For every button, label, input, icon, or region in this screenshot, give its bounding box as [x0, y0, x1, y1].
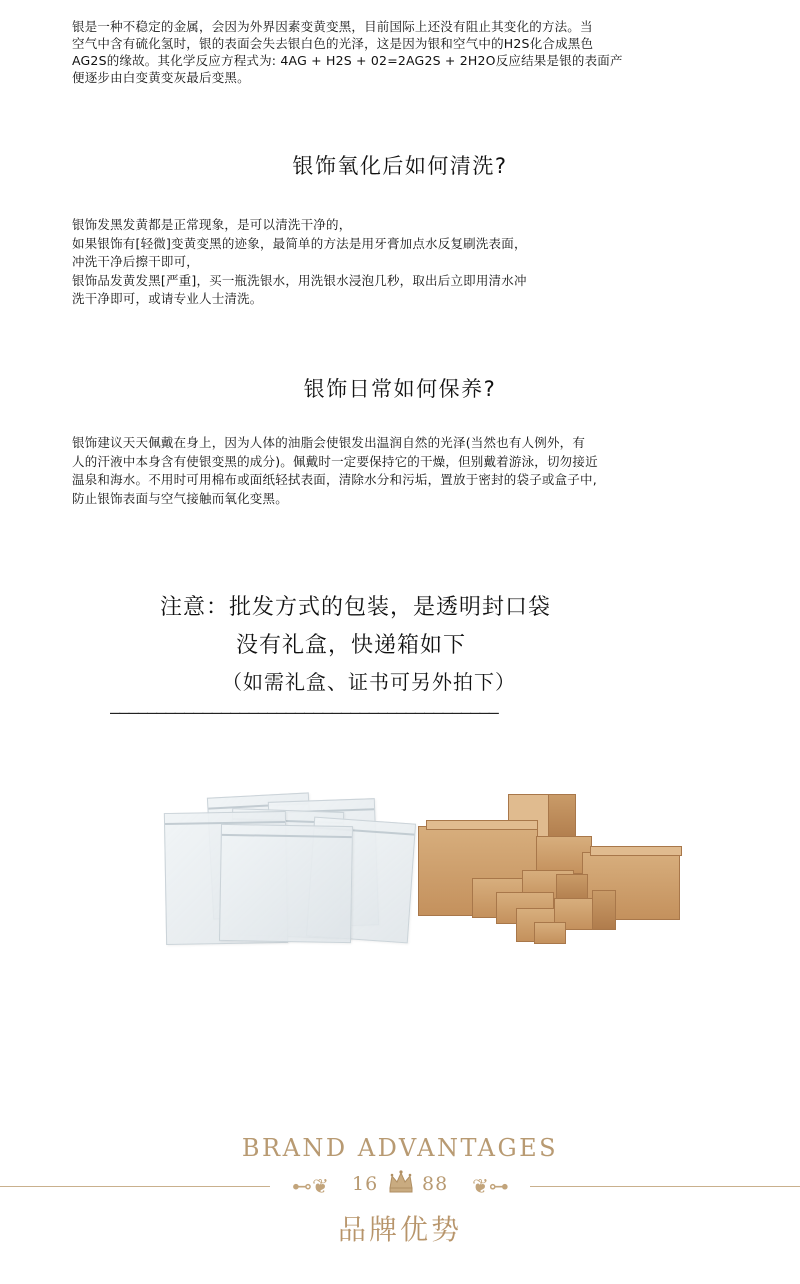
brand-number-right: 88: [422, 1173, 449, 1195]
box: [548, 794, 576, 842]
intro-line: 空气中含有硫化氢时，银的表面会失去银白色的光泽，这是因为银和空气中的H2S化合成黑色: [72, 36, 594, 51]
flourish-right-icon: ❦⊶: [472, 1174, 509, 1198]
box: [590, 846, 682, 856]
box: [426, 820, 538, 830]
care-line: 人的汗液中本身含有使银变黑的成分)。佩戴时一定要保持它的干燥，但别戴着游泳，切勿接近: [72, 453, 598, 469]
intro-line: 便逐步由白变黄变灰最后变黑。: [72, 70, 250, 85]
care-heading: 银饰日常如何保养?: [303, 377, 497, 401]
cardboard-boxes-image: [416, 790, 686, 945]
clear-bags-image: [160, 790, 420, 950]
intro-line: 银是一种不稳定的金属，会因为外界因素变黄变黑，目前国际上还没有阻止其变化的方法。当: [72, 19, 593, 34]
bag: [219, 824, 353, 943]
clean-paragraph: [72, 216, 722, 309]
clean-line: 银饰品发黄发黑[严重]，买一瓶洗银水，用洗银水浸泡几秒，取出后立即用清水冲: [72, 272, 527, 288]
crown-icon: [386, 1166, 416, 1196]
notice-line-2: 没有礼盒，快递箱如下: [236, 633, 467, 658]
care-paragraph: [72, 434, 722, 508]
care-line: 防止银饰表面与空气接触而氧化变黑。: [72, 490, 288, 506]
clean-line: 洗干净即可，或请专业人士清洗。: [72, 291, 263, 306]
care-line: 温泉和海水。不用时可用棉布或面纸轻拭表面，清除水分和污垢，置放于密封的袋子或盒子中,: [72, 472, 597, 487]
box: [534, 922, 566, 944]
care-line: 银饰建议天天佩戴在身上，因为人体的油脂会使银发出温润自然的光泽(当然也有人例外，有: [72, 435, 586, 450]
dashed-divider: ——————————————————————————————————————————: [110, 706, 498, 720]
brand-number-left: 16: [352, 1173, 379, 1195]
brand-title-en: BRAND ADVANTAGES: [241, 1134, 559, 1162]
box: [592, 890, 616, 930]
flourish-left-icon: ⊷❦: [292, 1174, 329, 1198]
clean-line: 如果银饰有[轻微]变黄变黑的迹象，最简单的方法是用牙膏加点水反复刷洗表面，: [72, 235, 527, 251]
divider-line-right: [530, 1186, 800, 1187]
brand-title-cn: 品牌优势: [337, 1213, 462, 1246]
notice-line-3: （如需礼盒、证书可另外拍下）: [222, 670, 516, 694]
clean-line: 冲洗干净后擦干即可，: [72, 254, 200, 269]
divider-line-left: [0, 1186, 270, 1187]
intro-paragraph: [72, 18, 722, 86]
clean-line: 银饰发黑发黄都是正常现象，是可以清洗干净的，: [72, 217, 352, 232]
notice-line-1: 注意：批发方式的包装，是透明封口袋: [160, 595, 552, 620]
clean-heading: 银饰氧化后如何清洗?: [292, 154, 508, 178]
intro-line: AG2S的缘故。其化学反应方程式为: 4AG + H2S + 02=2AG2S + 2H2O反应结果是银的表面产: [72, 53, 623, 68]
